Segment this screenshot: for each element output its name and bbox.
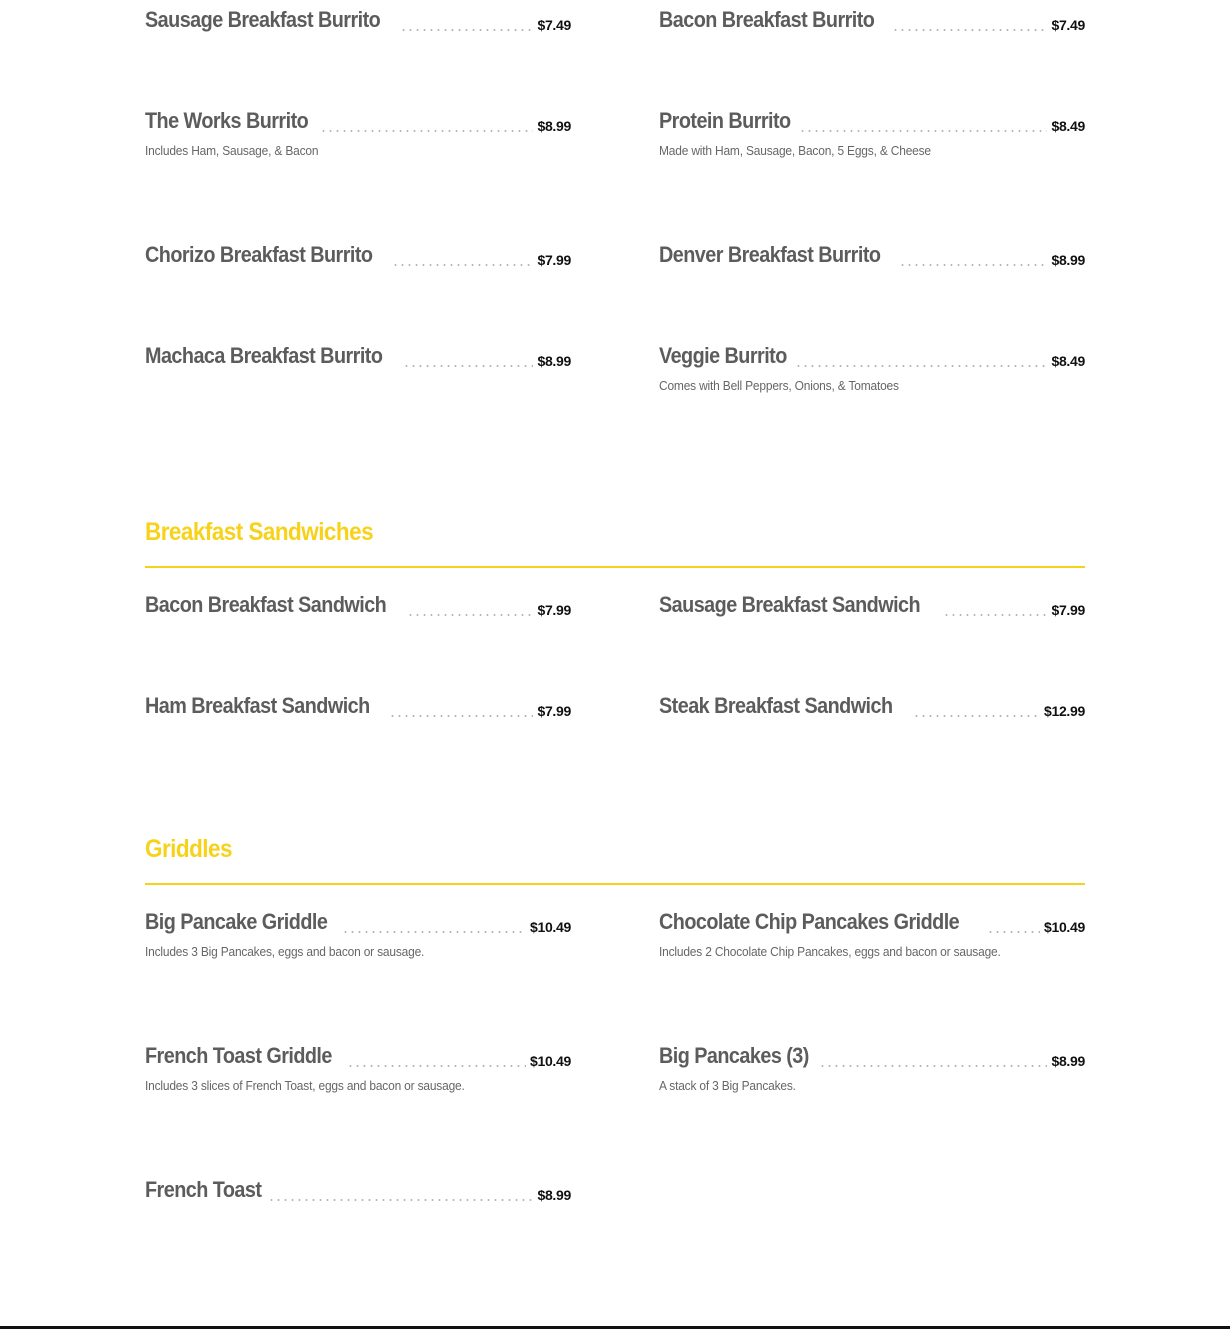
item-price: $10.49 — [1043, 919, 1085, 935]
menu-item-french-toast-griddle — [145, 1036, 571, 1093]
dot-leader — [392, 264, 534, 266]
item-price: $8.49 — [1051, 353, 1085, 369]
dot-leader — [899, 264, 1047, 266]
item-name: Big Pancake Griddle — [145, 909, 328, 934]
menu-item-sausage-breakfast-sandwich — [659, 585, 1085, 619]
menu-item-french-toast — [145, 1170, 571, 1204]
item-description: Comes with Bell Peppers, Onions, & Tomatoes — [659, 378, 899, 393]
item-price: $8.99 — [1051, 1053, 1085, 1069]
section-divider — [145, 883, 1085, 885]
item-price: $12.99 — [1043, 703, 1085, 719]
item-price: $7.99 — [1051, 602, 1085, 618]
section-title-griddles: Griddles — [145, 835, 232, 863]
dot-leader — [819, 1065, 1047, 1067]
item-price: $7.99 — [537, 602, 571, 618]
item-description: Includes 3 Big Pancakes, eggs and bacon or sausage. — [145, 944, 425, 959]
item-price: $10.49 — [529, 1053, 571, 1069]
menu-item-veggie-burrito — [659, 336, 1085, 393]
dot-leader — [795, 365, 1047, 367]
dot-leader — [400, 29, 533, 31]
menu-item-big-pancakes-3 — [659, 1036, 1085, 1093]
item-price: $7.49 — [537, 17, 571, 33]
dot-leader — [320, 130, 533, 132]
dot-leader — [268, 1199, 533, 1201]
item-price: $7.49 — [1051, 17, 1085, 33]
dot-leader — [342, 931, 526, 933]
item-name: Sausage Breakfast Burrito — [145, 7, 381, 32]
item-description: Made with Ham, Sausage, Bacon, 5 Eggs, & Cheese — [659, 143, 931, 158]
menu-item-chorizo-breakfast-burrito — [145, 235, 571, 269]
item-description: Includes Ham, Sausage, & Bacon — [145, 143, 319, 158]
item-name: The Works Burrito — [145, 108, 309, 133]
menu-item-denver-breakfast-burrito — [659, 235, 1085, 269]
item-price: $8.49 — [1051, 118, 1085, 134]
item-name: French Toast — [145, 1177, 262, 1202]
dot-leader — [347, 1065, 526, 1067]
item-name: Chorizo Breakfast Burrito — [145, 242, 373, 267]
menu-item-chocolate-chip-pancakes-griddle — [659, 902, 1085, 959]
section-divider — [145, 566, 1085, 568]
item-price: $8.99 — [537, 1187, 571, 1203]
item-name: Bacon Breakfast Sandwich — [145, 592, 387, 617]
item-price: $8.99 — [537, 118, 571, 134]
item-price: $7.99 — [537, 703, 571, 719]
dot-leader — [799, 130, 1047, 132]
item-name: Denver Breakfast Burrito — [659, 242, 881, 267]
dot-leader — [403, 365, 534, 367]
menu-item-machaca-breakfast-burrito — [145, 336, 571, 370]
item-description: A stack of 3 Big Pancakes. — [659, 1078, 796, 1093]
item-name: Ham Breakfast Sandwich — [145, 693, 370, 718]
item-name: Veggie Burrito — [659, 343, 787, 368]
section-title-breakfast-sandwiches: Breakfast Sandwiches — [145, 518, 374, 546]
item-description: Includes 3 slices of French Toast, eggs and bacon or sausage. — [145, 1078, 465, 1093]
item-name: Bacon Breakfast Burrito — [659, 7, 875, 32]
menu-item-steak-breakfast-sandwich — [659, 686, 1085, 720]
dot-leader — [892, 29, 1047, 31]
item-name: Big Pancakes (3) — [659, 1043, 809, 1068]
item-price: $10.49 — [529, 919, 571, 935]
menu-item-the-works-burrito — [145, 101, 571, 158]
menu-item-ham-breakfast-sandwich — [145, 686, 571, 720]
item-name: Chocolate Chip Pancakes Griddle — [659, 909, 960, 934]
menu-item-big-pancake-griddle — [145, 902, 571, 959]
dot-leader — [407, 614, 533, 616]
dot-leader — [389, 715, 534, 717]
item-description: Includes 2 Chocolate Chip Pancakes, eggs and bacon or sausage. — [659, 944, 1001, 959]
dot-leader — [913, 715, 1040, 717]
item-name: Sausage Breakfast Sandwich — [659, 592, 921, 617]
item-name: Steak Breakfast Sandwich — [659, 693, 893, 718]
menu-item-bacon-breakfast-burrito — [659, 0, 1085, 34]
dot-leader — [987, 931, 1040, 933]
item-name: French Toast Griddle — [145, 1043, 332, 1068]
item-price: $8.99 — [537, 353, 571, 369]
menu-item-sausage-breakfast-burrito — [145, 0, 571, 34]
item-price: $8.99 — [1051, 252, 1085, 268]
item-name: Machaca Breakfast Burrito — [145, 343, 383, 368]
dot-leader — [943, 614, 1047, 616]
menu-item-bacon-breakfast-sandwich — [145, 585, 571, 619]
item-name: Protein Burrito — [659, 108, 791, 133]
item-price: $7.99 — [537, 252, 571, 268]
menu-item-protein-burrito — [659, 101, 1085, 158]
